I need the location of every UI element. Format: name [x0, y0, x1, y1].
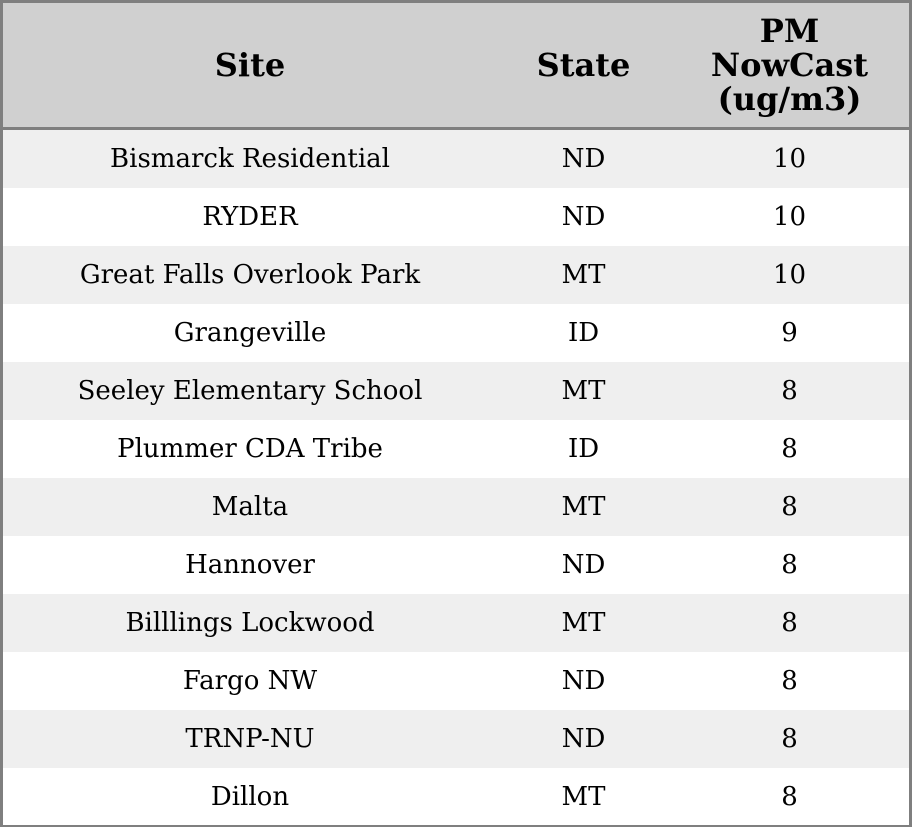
table-row	[3, 420, 909, 478]
table-row	[3, 188, 909, 246]
table-row	[3, 478, 909, 536]
cell-site: RYDER	[3, 188, 497, 246]
table-row	[3, 652, 909, 710]
header-pm-line-2: NowCast	[710, 46, 869, 84]
cell-pm: 9	[670, 304, 909, 362]
header-pm-line-1: PM	[759, 12, 820, 50]
table-row	[3, 710, 909, 768]
cell-site: Billlings Lockwood	[3, 594, 497, 652]
cell-state: ND	[497, 188, 670, 246]
table-row	[3, 129, 909, 189]
cell-pm: 10	[670, 188, 909, 246]
cell-state: ND	[497, 129, 670, 189]
cell-site: Hannover	[3, 536, 497, 594]
cell-state: MT	[497, 768, 670, 825]
cell-state: ND	[497, 536, 670, 594]
cell-site: Great Falls Overlook Park	[3, 246, 497, 304]
cell-state: ND	[497, 710, 670, 768]
cell-state: MT	[497, 246, 670, 304]
cell-pm: 8	[670, 420, 909, 478]
cell-pm: 10	[670, 129, 909, 189]
cell-pm: 8	[670, 768, 909, 825]
header-pm-nowcast	[670, 3, 909, 129]
cell-state: ID	[497, 304, 670, 362]
table-row	[3, 594, 909, 652]
cell-site: Malta	[3, 478, 497, 536]
cell-state: MT	[497, 478, 670, 536]
cell-state: MT	[497, 362, 670, 420]
pm-nowcast-table	[3, 3, 909, 825]
cell-site: Bismarck Residential	[3, 129, 497, 189]
header-site: Site	[3, 3, 497, 129]
cell-site: Fargo NW	[3, 652, 497, 710]
cell-site: Grangeville	[3, 304, 497, 362]
cell-pm: 8	[670, 362, 909, 420]
cell-pm: 8	[670, 594, 909, 652]
table-row	[3, 768, 909, 825]
cell-site: Dillon	[3, 768, 497, 825]
table-row	[3, 536, 909, 594]
table-row	[3, 362, 909, 420]
header-row	[3, 3, 909, 129]
cell-pm: 8	[670, 652, 909, 710]
cell-state: ND	[497, 652, 670, 710]
cell-pm: 8	[670, 478, 909, 536]
cell-site: Seeley Elementary School	[3, 362, 497, 420]
cell-site: TRNP-NU	[3, 710, 497, 768]
cell-state: ID	[497, 420, 670, 478]
cell-pm: 10	[670, 246, 909, 304]
cell-state: MT	[497, 594, 670, 652]
cell-pm: 8	[670, 536, 909, 594]
cell-pm: 8	[670, 710, 909, 768]
header-state: State	[497, 3, 670, 129]
header-pm-line-3: (ug/m3)	[717, 80, 862, 118]
table-row	[3, 304, 909, 362]
table-row	[3, 246, 909, 304]
cell-site: Plummer CDA Tribe	[3, 420, 497, 478]
